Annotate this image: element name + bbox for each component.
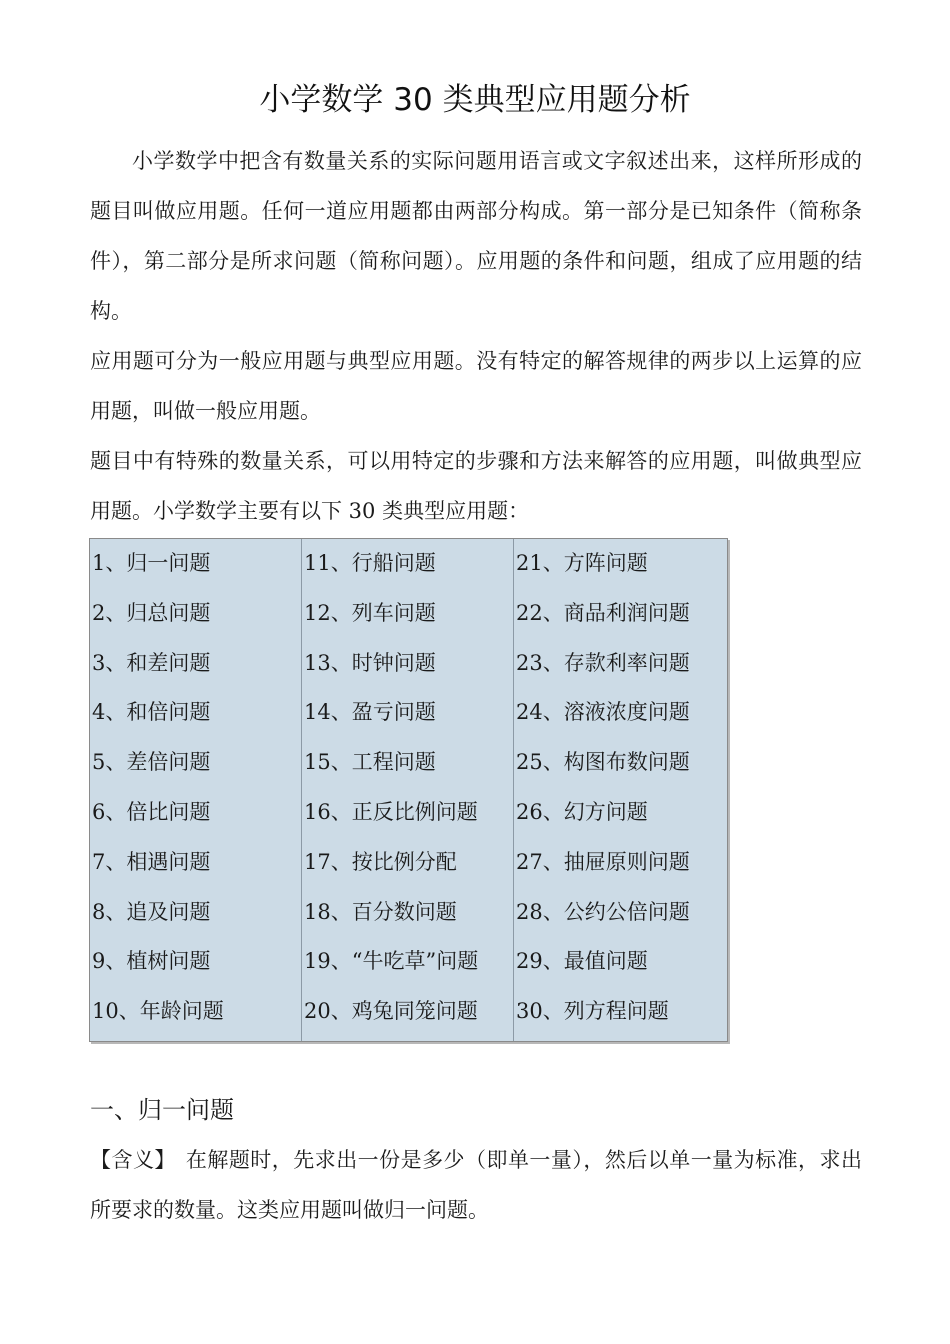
list-item: 16、正反比例问题 (304, 799, 478, 824)
intro-paragraph: 小学数学中把含有数量关系的实际问题用语言或文字叙述出来，这样所形成的题目叫做应用题。任何一道应用题都由两部分构成。第一部分是已知条件（简称条件），第二部分是所求问题（简称问题）。应用题的条件和问题，组成了应用题的结构。 (90, 149, 862, 323)
list-item: 13、时钟问题 (304, 650, 436, 675)
list-item: 12、列车问题 (304, 600, 436, 625)
list-item: 14、盈亏问题 (304, 700, 436, 725)
list-item: 2、归总问题 (92, 600, 211, 625)
list-item: 22、商品利润问题 (516, 600, 690, 625)
term-label: 【含义】 (90, 1148, 176, 1172)
problem-type-table (89, 538, 728, 1042)
list-item: 23、存款利率问题 (516, 650, 690, 675)
list-item: 20、鸡兔同笼问题 (304, 999, 478, 1024)
list-item: 4、和倍问题 (92, 700, 211, 725)
list-item: 3、和差问题 (92, 650, 211, 675)
typical-problem-paragraph: 题目中有特殊的数量关系，可以用特定的步骤和方法来解答的应用题，叫做典型应用题。小学数学主要有以下 30 类典型应用题： (90, 449, 862, 523)
table-column (514, 539, 726, 1041)
list-item: 19、“牛吃草”问题 (304, 949, 479, 974)
list-item: 18、百分数问题 (304, 899, 457, 924)
definition-text: 在解题时，先求出一份是多少（即单一量），然后以单一量为标准，求出所要求的数量。这类应用题叫做归一问题。 (90, 1148, 863, 1222)
table-column (90, 539, 302, 1041)
table-column (302, 539, 514, 1041)
list-item: 8、追及问题 (92, 899, 211, 924)
list-item: 24、溶液浓度问题 (516, 700, 690, 725)
general-problem-paragraph: 应用题可分为一般应用题与典型应用题。没有特定的解答规律的两步以上运算的应用题，叫做一般应用题。 (90, 349, 862, 423)
list-item: 27、抽屉原则问题 (516, 849, 690, 874)
definition-paragraph (90, 1135, 862, 1235)
list-item: 28、公约公倍问题 (516, 899, 690, 924)
list-item: 1、归一问题 (92, 551, 211, 575)
list-item: 7、相遇问题 (92, 849, 211, 874)
document-title: 小学数学 30 类典型应用题分析 (259, 82, 691, 118)
list-item: 11、行船问题 (304, 551, 436, 575)
list-item: 9、植树问题 (92, 949, 211, 974)
list-item: 26、幻方问题 (516, 799, 648, 824)
list-item: 17、按比例分配 (304, 849, 457, 874)
list-item: 21、方阵问题 (516, 551, 648, 575)
list-item: 29、最值问题 (516, 949, 648, 974)
list-item: 15、工程问题 (304, 750, 436, 775)
list-item: 6、倍比问题 (92, 799, 211, 824)
list-item: 30、列方程问题 (516, 999, 669, 1024)
list-item: 5、差倍问题 (92, 750, 211, 775)
section-heading: 一、归一问题 (90, 1096, 234, 1124)
list-item: 10、年龄问题 (92, 999, 224, 1024)
list-item: 25、构图布数问题 (516, 750, 690, 775)
